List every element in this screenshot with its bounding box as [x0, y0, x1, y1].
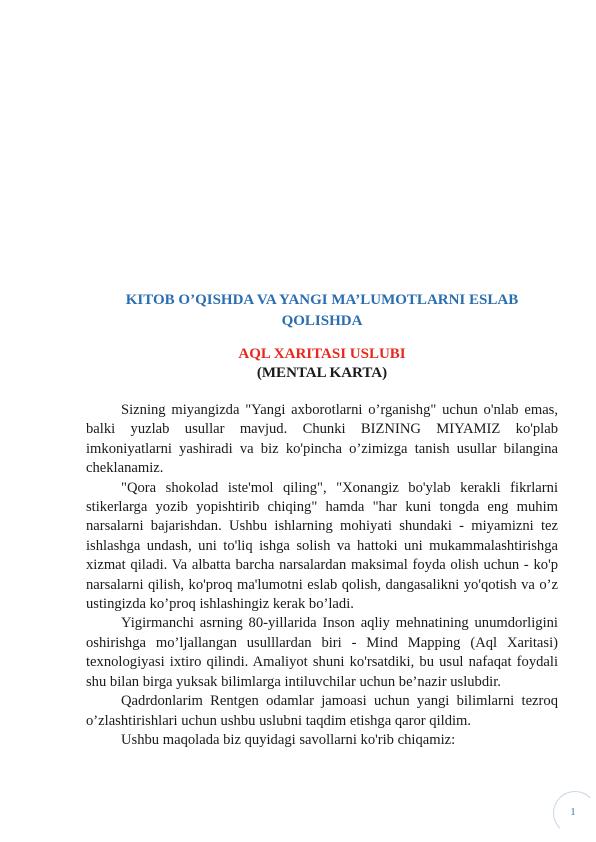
- paragraph-1: Sizning miyangizda "Yangi axborotlarni o’rganishg" uchun o'nlab emas, balki yuzlab usullar mavjud. Chunki BIZNING MIYAMIZ ko'plab imkoniyatlarni yashiradi va biz ko'pincha o’zimizga tanish usullar bilangina cheklanamiz.: [86, 402, 558, 477]
- page-number: 1: [570, 806, 576, 818]
- paragraph-2: "Qora shokolad iste'mol qiling", "Xonangiz bo'ylab kerakli fikrlarni stikerlarga yozib yopishtirib chiqing" hamda "har kuni tongda eng muhim narsalarni bajarishdan. Ushbu ishlarning mohiyati shundaki - miyamizni tez ishlashga undash, uni to'liq ishga solish va hattoki uni mukammalashtirishga xizmat qiladi. Va albatta barcha narsalardan maksimal foyda olish uchun - ko'p narsalarni qilish, ko'proq ma'lumotni eslab qolish, dangasalikni yo'qotish va o’z ustingizda ko’proq ishlashingiz kerak bo’ladi.: [86, 479, 558, 613]
- document-title: KITOB O’QISHDA VA YANGI MA’LUMOTLARNI ESLAB QOLISHDA: [125, 292, 519, 329]
- paragraph-4: Qadrdonlarim Rentgen odamlar jamoasi uchun yangi bilimlarni tezroq o’zlashtirishlari uchun ushbu uslubni taqdim etishga qaror qildim.: [86, 693, 558, 729]
- paragraph-3: Yigirmanchi asrning 80-yillarida Inson aqliy mehnatining unumdorligini oshirishga mo’ljallangan usulllardan biri - Mind Mapping (Aql Xaritasi) texnologiyasi ixtiro qilindi. Amaliyot shuni ko'rsatdiki, bu usul nafaqat foydali shu bilan birga yuksak bilimlarga intiluvchilar uchun be’nazir uslubdir.: [86, 615, 558, 690]
- subtitle-primary: AQL XARITASI USLUBI: [238, 346, 406, 362]
- paragraph-5: Ushbu maqolada biz quyidagi savollarni ko'rib chiqamiz:: [121, 731, 456, 748]
- document-body: [86, 401, 558, 750]
- document-subtitle: [86, 345, 558, 383]
- page-number-badge: [553, 791, 596, 835]
- subtitle-secondary: (MENTAL KARTA): [256, 365, 388, 381]
